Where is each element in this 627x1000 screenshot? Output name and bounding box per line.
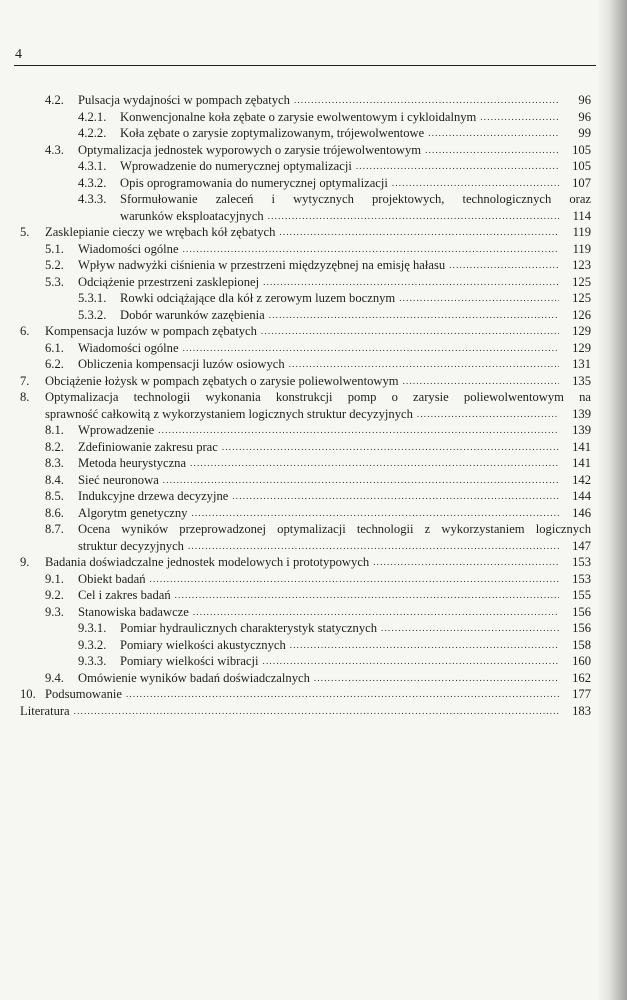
toc-entry-number: 4.2. [45,93,64,107]
dot-leader [74,703,559,719]
toc-entry-text [78,241,559,257]
toc-entry-first-line[interactable] [0,521,627,537]
toc-entry[interactable] [0,571,627,587]
toc-entry-title: Wprowadzenie [78,423,155,437]
toc-entry-number: 6.2. [45,357,64,371]
toc-entry[interactable] [0,274,627,290]
toc-entry-page: 142 [572,472,591,487]
toc-entry-text [78,587,559,603]
toc-entry[interactable] [0,109,627,125]
toc-entry-page: 119 [572,241,591,256]
dot-leader [428,125,559,141]
toc-entry-text [45,406,559,422]
toc-entry-text [120,175,559,191]
toc-entry[interactable] [0,175,627,191]
toc-entry-page: 129 [572,340,591,355]
toc-entry-text [120,620,559,636]
toc-entry[interactable] [0,92,627,108]
dot-leader [290,637,559,653]
toc-entry-page: 153 [572,571,591,586]
toc-entry[interactable] [0,224,627,240]
toc-entry[interactable] [0,620,627,636]
toc-entry-text [78,274,559,290]
toc-entry-page: 177 [572,687,591,701]
toc-entry-title: Obciążenie łożysk w pompach zębatych o zarysie poliewolwentowym [45,373,399,388]
dot-leader [268,208,559,224]
toc-entry[interactable] [0,340,627,356]
dot-leader [261,323,559,339]
toc-entry[interactable] [0,158,627,174]
dot-leader [163,472,559,488]
dot-leader [399,290,559,306]
toc-entry-text [78,505,559,521]
toc-entry[interactable] [0,323,627,339]
toc-entry-number: 8.7. [45,522,64,536]
dot-leader [392,175,559,191]
toc-entry-page: 146 [572,505,591,520]
dot-leader [480,109,559,125]
toc-entry-page: 99 [578,126,591,140]
toc-entry-title: Algorytm genetyczny [78,505,188,520]
toc-entry-title: Rowki odciążające dla kół z zerowym luzem bocznym [120,291,396,305]
toc-entry[interactable] [0,670,627,686]
dot-leader [193,604,559,620]
toc-entry-page: 139 [572,406,591,421]
toc-entry[interactable] [0,142,627,158]
toc-entry[interactable] [0,208,627,224]
toc-entry[interactable] [0,653,627,669]
toc-entry[interactable] [0,587,627,603]
toc-entry-number: 8.5. [45,489,64,503]
toc-entry-page: 160 [572,654,591,668]
toc-entry-page: 162 [572,670,591,685]
toc-entry-title: warunków eksploatacyjnych [120,208,264,223]
dot-leader [126,686,559,702]
toc-entry-text [78,92,559,108]
dot-leader [417,406,559,422]
toc-entry-text [120,290,559,306]
toc-entry-number: 4.3. [45,142,64,157]
toc-entry-number: 9.3.2. [78,637,107,652]
toc-entry-title: Wiadomości ogólne [78,241,179,256]
toc-entry-text [78,538,559,554]
toc-entry-number: 5.3. [45,274,64,289]
toc-entry-number: 9.4. [45,670,64,685]
toc-entry-title-line1: Optymalizacja technologii wykonania konstrukcji pomp o zarysie poliewolwentowym na [45,390,591,404]
toc-entry-text [120,653,559,669]
toc-entry[interactable] [0,488,627,504]
toc-entry-title: Kompensacja luzów w pompach zębatych [45,324,257,338]
dot-leader [373,554,559,570]
toc-entry[interactable] [0,257,627,273]
toc-entry-title: sprawność całkowitą z wykorzystaniem logicznych struktur decyzyjnych [45,406,413,421]
toc-entry-number: 5. [20,225,30,239]
dot-leader [263,274,559,290]
toc-entry-number: 7. [20,373,30,388]
toc-entry-title: Podsumowanie [45,687,122,701]
toc-entry[interactable] [0,637,627,653]
toc-entry-number: 9. [20,555,30,569]
toc-entry-page: 183 [572,703,591,718]
toc-entry-text [78,604,559,620]
toc-entry-text [120,125,559,141]
toc-entry-page: 114 [572,208,591,223]
toc-entry-text [45,224,559,240]
toc-entry-page: 119 [572,225,591,239]
toc-entry[interactable] [0,356,627,372]
toc-entry[interactable] [0,439,627,455]
dot-leader [222,439,559,455]
dot-leader [150,571,560,587]
page-edge-shadow [597,0,627,1000]
toc-entry-first-line[interactable] [0,191,627,207]
toc-entry-title: Wprowadzenie do numerycznej optymalizacji [120,159,352,173]
toc-entry-number: 4.3.1. [78,159,107,173]
toc-entry-title: Cel i zakres badań [78,588,171,602]
toc-entry-first-line[interactable] [0,389,627,405]
toc-entry[interactable] [0,125,627,141]
dot-leader [289,356,559,372]
toc-entry-text [120,307,559,323]
toc-entry-title: Badania doświadczalne jednostek modelowych i prototypowych [45,555,370,569]
toc-entry-text [78,356,559,372]
toc-entry-title: Opis oprogramowania do numerycznej optymalizacji [120,175,388,190]
toc-entry-page: 131 [572,357,591,371]
toc-entry-text [78,488,559,504]
toc-entry[interactable] [0,406,627,422]
dot-leader [356,158,559,174]
toc-entry-number: 10. [20,687,36,701]
toc-entry-number: 5.1. [45,241,64,256]
dot-leader [314,670,559,686]
toc-entry-title: Indukcyjne drzewa decyzyjne [78,489,229,503]
dot-leader [381,620,559,636]
toc-entry-number: 9.3.1. [78,621,107,635]
toc-entry-page: 96 [578,109,591,124]
toc-entry-title: Pomiary wielkości wibracji [120,654,259,668]
toc-entry-page: 105 [572,159,591,173]
toc-entry-title: Zasklepianie cieczy we wrębach kół zębatych [45,225,276,239]
dot-leader [188,538,559,554]
toc-entry-text [78,340,559,356]
toc-entry-number: 9.2. [45,588,64,602]
toc-entry-title: Wiadomości ogólne [78,340,179,355]
toc-entry-number: 5.3.1. [78,291,107,305]
toc-entry[interactable] [0,538,627,554]
toc-entry-number: 8. [20,390,30,404]
toc-entry-text [120,637,559,653]
toc-entry[interactable] [0,703,627,719]
toc-entry-number: 5.2. [45,258,64,272]
toc-entry-number: 8.2. [45,439,64,454]
toc-entry-page: 129 [572,324,591,338]
toc-entry-number: 8.3. [45,456,64,470]
toc-entry-title: Dobór warunków zazębienia [120,307,265,322]
toc-entry-title: Zdefiniowanie zakresu prac [78,439,218,454]
toc-entry-number: 9.3.3. [78,654,107,668]
toc-entry-title: Pomiar hydraulicznych charakterystyk statycznych [120,621,378,635]
toc-entry-title-line1: Ocena wyników przeprowadzonej optymalizacji technologii z wykorzystaniem logicznych [78,522,591,536]
toc-entry-page: 141 [572,439,591,454]
dot-leader [294,92,559,108]
header-rule [14,65,596,66]
toc-entry-page: 153 [572,555,591,569]
toc-entry-text [120,158,559,174]
toc-entry[interactable] [0,290,627,306]
toc-entry[interactable] [0,455,627,471]
toc-entry-number: 6.1. [45,340,64,355]
toc-entry-title: Literatura [20,703,70,718]
dot-leader [263,653,559,669]
toc-entry-page: 96 [578,93,591,107]
toc-entry-number: 6. [20,324,30,338]
toc-entry[interactable] [0,422,627,438]
toc-entry-text [45,323,559,339]
toc-entry-title: Stanowiska badawcze [78,604,189,619]
toc-entry-text [78,455,559,471]
dot-leader [191,505,559,521]
page-number: 4 [15,47,22,62]
dot-leader [183,241,559,257]
toc-entry-text [78,422,559,438]
toc-entry-title: Metoda heurystyczna [78,456,187,470]
toc-entry-number: 8.1. [45,423,64,437]
toc-entry-number: 4.3.2. [78,175,107,190]
toc-entry-title: Obiekt badań [78,571,146,586]
toc-entry-page: 126 [572,307,591,322]
toc-entry-text [20,703,559,719]
toc-entry-page: 144 [572,489,591,503]
toc-entry-text [78,142,559,158]
toc-entry-text [120,208,559,224]
toc-entry-title: Odciążenie przestrzeni zasklepionej [78,274,260,289]
toc-entry-title: Koła zębate o zarysie zoptymalizowanym, trójewolwentowe [120,126,425,140]
toc-entry-title: Pomiary wielkości akustycznych [120,637,286,652]
dot-leader [449,257,559,273]
dot-leader [158,422,559,438]
toc-entry-text [78,257,559,273]
toc-entry[interactable] [0,472,627,488]
toc-entry[interactable] [0,241,627,257]
toc-entry-text [45,554,559,570]
dot-leader [425,142,559,158]
toc-entry[interactable] [0,686,627,702]
toc-entry-number: 4.3.3. [78,192,107,206]
toc-entry-number: 9.3. [45,604,64,619]
dot-leader [183,340,559,356]
toc-entry[interactable] [0,373,627,389]
toc-entry-text [120,109,559,125]
toc-entry-title: Pulsacja wydajności w pompach zębatych [78,93,290,107]
toc-entry-page: 156 [572,621,591,635]
toc-entry-title: Optymalizacja jednostek wyporowych o zarysie trójewolwentowym [78,142,422,157]
toc-entry[interactable] [0,604,627,620]
toc-entry-text [45,686,559,702]
toc-entry-page: 125 [572,291,591,305]
dot-leader [279,224,559,240]
toc-entry-title: Obliczenia kompensacji luzów osiowych [78,357,285,371]
toc-entry-page: 135 [572,373,591,388]
toc-entry-page: 123 [572,258,591,272]
toc-entry-title: struktur decyzyjnych [78,538,184,553]
toc-entry[interactable] [0,307,627,323]
toc-entry-page: 125 [572,274,591,289]
toc-entry-title-line1: Sformułowanie zaleceń i wytycznych projektowych, technologicznych oraz [120,192,591,206]
toc-entry-number: 8.6. [45,505,64,520]
toc-entry-page: 147 [572,538,591,553]
toc-entry-page: 156 [572,604,591,619]
dot-leader [175,587,559,603]
toc-entry-text [78,571,559,587]
toc-entry-text [78,439,559,455]
toc-entry-number: 8.4. [45,472,64,487]
toc-entry-page: 155 [572,588,591,602]
dot-leader [269,307,559,323]
toc-entry-page: 105 [572,142,591,157]
dot-leader [403,373,559,389]
toc-entry-text [45,373,559,389]
toc-entry-title: Wpływ nadwyżki ciśnienia w przestrzeni międzyzębnej na emisję hałasu [78,258,446,272]
toc-entry-title: Sieć neuronowa [78,472,159,487]
dot-leader [190,455,559,471]
toc-entry-page: 107 [572,175,591,190]
toc-entry-title: Omówienie wyników badań doświadczalnych [78,670,310,685]
toc-entry-number: 4.2.1. [78,109,107,124]
dot-leader [232,488,559,504]
toc-entry-number: 9.1. [45,571,64,586]
toc-entry[interactable] [0,554,627,570]
toc-entry[interactable] [0,505,627,521]
toc-entry-page: 139 [572,423,591,437]
toc-entry-number: 4.2.2. [78,126,107,140]
toc-entry-text [78,472,559,488]
toc-entry-page: 141 [572,456,591,470]
toc-entry-text [78,670,559,686]
toc-entry-title: Konwencjonalne koła zębate o zarysie ewolwentowym i cykloidalnym [120,109,477,124]
toc-entry-page: 158 [572,637,591,652]
toc-entry-number: 5.3.2. [78,307,107,322]
